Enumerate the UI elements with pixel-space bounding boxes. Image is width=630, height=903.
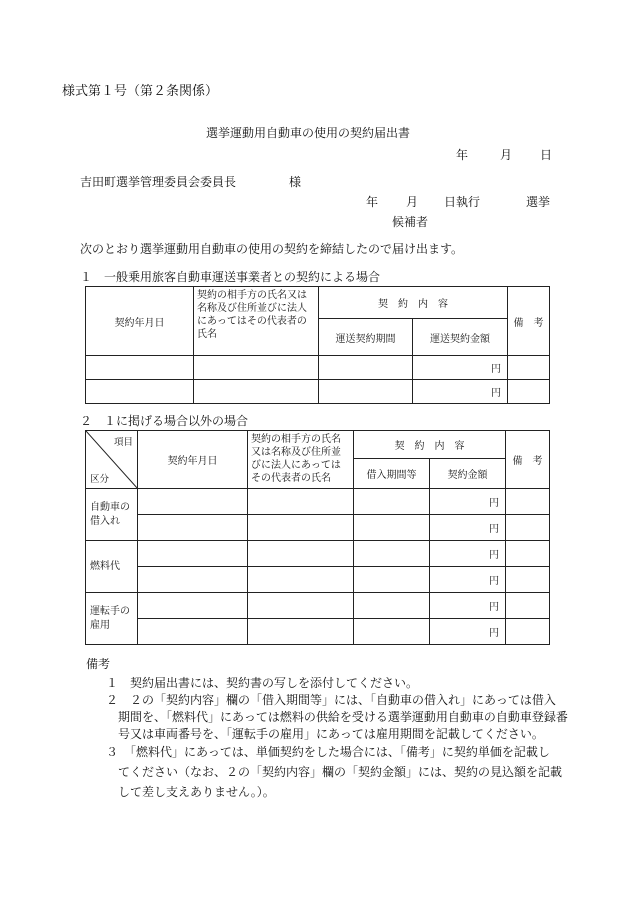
- election-year-label: 年: [366, 195, 379, 209]
- s1-header-party: 契約の相手方の氏名又は名称及び住所並びに法人にあってはその代表者の氏名: [194, 287, 319, 356]
- s1-row2-date[interactable]: [86, 380, 194, 404]
- note-3-line2: てください（なお、２の「契約内容」欄の「契約金額」には、契約の見込額を記載: [118, 765, 563, 779]
- s1-header-remarks: 備 考: [508, 287, 550, 356]
- s2-fuel-r1-date[interactable]: [138, 541, 248, 567]
- s2-driver-r1-remarks[interactable]: [506, 593, 550, 619]
- s2-vehicle-r1-amount[interactable]: 円: [430, 489, 506, 515]
- s2-vehicle-r2-remarks[interactable]: [506, 515, 550, 541]
- s2-header-item-category: [86, 431, 138, 489]
- section1-table: [85, 286, 550, 404]
- note-3-line3: して差し支えありません。）。: [118, 785, 275, 799]
- s2-header-party: 契約の相手方の氏名又は名称及び住所並びに法人にあってはその代表者の氏名: [248, 431, 354, 489]
- s2-vehicle-r1-party[interactable]: [248, 489, 354, 515]
- s1-row2-period[interactable]: [319, 380, 413, 404]
- s2-driver-r2-remarks[interactable]: [506, 619, 550, 645]
- s2-row-label-driver: 運転手の雇用: [86, 593, 138, 645]
- s2-fuel-r2-amount[interactable]: 円: [430, 567, 506, 593]
- s1-row1-remarks[interactable]: [508, 356, 550, 380]
- s1-header-amount: 運送契約金額: [413, 319, 508, 356]
- s2-driver-r2-period[interactable]: [354, 619, 430, 645]
- s2-driver-r1-party[interactable]: [248, 593, 354, 619]
- election-label: 選挙: [526, 195, 551, 209]
- s2-vehicle-r2-date[interactable]: [138, 515, 248, 541]
- s2-vehicle-r1-date[interactable]: [138, 489, 248, 515]
- s2-fuel-r2-period[interactable]: [354, 567, 430, 593]
- s1-row1-amount[interactable]: 円: [413, 356, 508, 380]
- s1-header-content: 契 約 内 容: [319, 287, 508, 319]
- s2-header-category: 区分: [90, 474, 110, 485]
- s2-driver-r1-date[interactable]: [138, 593, 248, 619]
- s2-vehicle-r2-party[interactable]: [248, 515, 354, 541]
- document-title: 選挙運動用自動車の使用の契約届出書: [206, 126, 411, 140]
- s2-driver-r2-date[interactable]: [138, 619, 248, 645]
- date-day-label: 日: [540, 148, 553, 162]
- s2-fuel-r2-date[interactable]: [138, 567, 248, 593]
- s2-header-content: 契 約 内 容: [354, 431, 506, 459]
- s2-driver-r2-amount[interactable]: 円: [430, 619, 506, 645]
- s2-vehicle-r2-period[interactable]: [354, 515, 430, 541]
- addressee-name: 吉田町選挙管理委員会委員長: [80, 175, 237, 189]
- s2-driver-r1-amount[interactable]: 円: [430, 593, 506, 619]
- s2-driver-r2-party[interactable]: [248, 619, 354, 645]
- s2-fuel-r1-party[interactable]: [248, 541, 354, 567]
- s2-vehicle-r1-period[interactable]: [354, 489, 430, 515]
- election-month-label: 月: [406, 195, 419, 209]
- s2-vehicle-r1-remarks[interactable]: [506, 489, 550, 515]
- s2-header-remarks: 備 考: [506, 431, 550, 489]
- section1-heading: １ 一般乗用旅客自動車運送事業者との契約による場合: [80, 270, 381, 284]
- note-2-line2: 期間を、「燃料代」にあっては燃料の供給を受ける選挙運動用自動車の自動車登録番: [118, 710, 568, 724]
- section2-table: [85, 430, 550, 645]
- s1-header-period: 運送契約期間: [319, 319, 413, 356]
- s2-fuel-r1-remarks[interactable]: [506, 541, 550, 567]
- election-execution-label: 日執行: [444, 195, 481, 209]
- form-label: 様式第１号（第２条関係）: [62, 84, 219, 99]
- note-2-line1: ２ ２の「契約内容」欄の「借入期間等」には、「自動車の借入れ」にあっては借入: [106, 693, 556, 707]
- s2-driver-r1-period[interactable]: [354, 593, 430, 619]
- candidate-label: 候補者: [392, 215, 429, 229]
- intro-text: 次のとおり選挙運動用自動車の使用の契約を締結したので届け出ます。: [80, 242, 464, 256]
- s1-row2-party[interactable]: [194, 380, 319, 404]
- s1-row1-period[interactable]: [319, 356, 413, 380]
- s1-header-date: 契約年月日: [86, 287, 194, 356]
- addressee-honorific: 様: [289, 175, 302, 189]
- s2-row-label-vehicle: 自動車の借入れ: [86, 489, 138, 541]
- notes-heading: 備考: [86, 657, 111, 671]
- s2-fuel-r2-remarks[interactable]: [506, 567, 550, 593]
- s2-fuel-r2-party[interactable]: [248, 567, 354, 593]
- s1-row1-party[interactable]: [194, 356, 319, 380]
- s2-header-item: 項目: [113, 437, 133, 448]
- s2-header-period: 借入期間等: [354, 459, 430, 489]
- date-year-label: 年: [456, 148, 469, 162]
- s2-header-date: 契約年月日: [138, 431, 248, 489]
- s1-row2-remarks[interactable]: [508, 380, 550, 404]
- s2-fuel-r1-period[interactable]: [354, 541, 430, 567]
- date-month-label: 月: [500, 148, 513, 162]
- s1-row1-date[interactable]: [86, 356, 194, 380]
- section2-heading: ２ １に掲げる場合以外の場合: [80, 414, 249, 428]
- note-1: １ 契約届出書には、契約書の写しを添付してください。: [106, 676, 419, 690]
- s2-row-label-fuel: 燃料代: [86, 541, 138, 593]
- s2-fuel-r1-amount[interactable]: 円: [430, 541, 506, 567]
- s2-vehicle-r2-amount[interactable]: 円: [430, 515, 506, 541]
- note-2-line3: 号又は車両番号を、「運転手の雇用」にあっては雇用期間を記載してください。: [118, 727, 544, 741]
- s2-header-amount: 契約金額: [430, 459, 506, 489]
- note-3-line1: ３ 「燃料代」にあっては、単価契約をした場合には、「備考」に契約単価を記載し: [106, 745, 550, 759]
- s1-row2-amount[interactable]: 円: [413, 380, 508, 404]
